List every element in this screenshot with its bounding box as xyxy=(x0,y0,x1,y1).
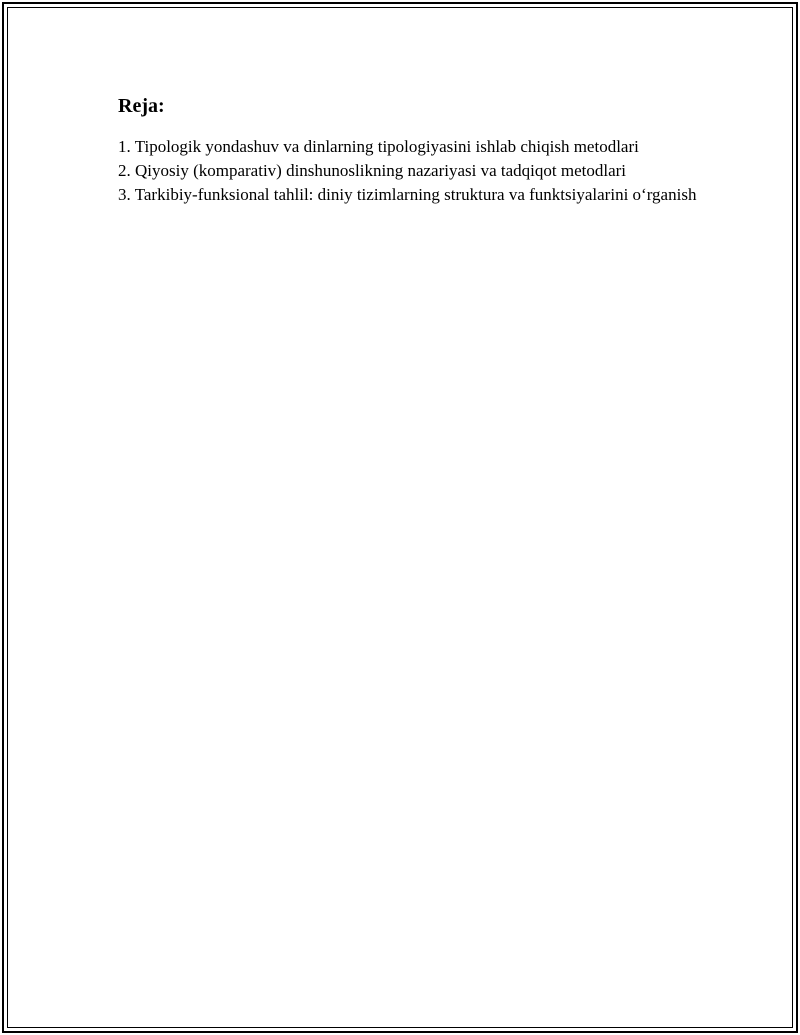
plan-item-1: 1. Tipologik yondashuv va dinlarning tipologiyasini ishlab chiqish metodlari xyxy=(118,137,639,156)
document-content xyxy=(118,94,698,207)
plan-item-3: 3. Tarkibiy-funksional tahlil: diniy tizimlarning struktura va funktsiyalarini o‘rganish xyxy=(118,185,697,204)
plan-item-2: 2. Qiyosiy (komparativ) dinshunoslikning nazariyasi va tadqiqot metodlari xyxy=(118,161,627,180)
plan-heading: Reja: xyxy=(118,95,165,117)
plan-list xyxy=(118,135,698,207)
